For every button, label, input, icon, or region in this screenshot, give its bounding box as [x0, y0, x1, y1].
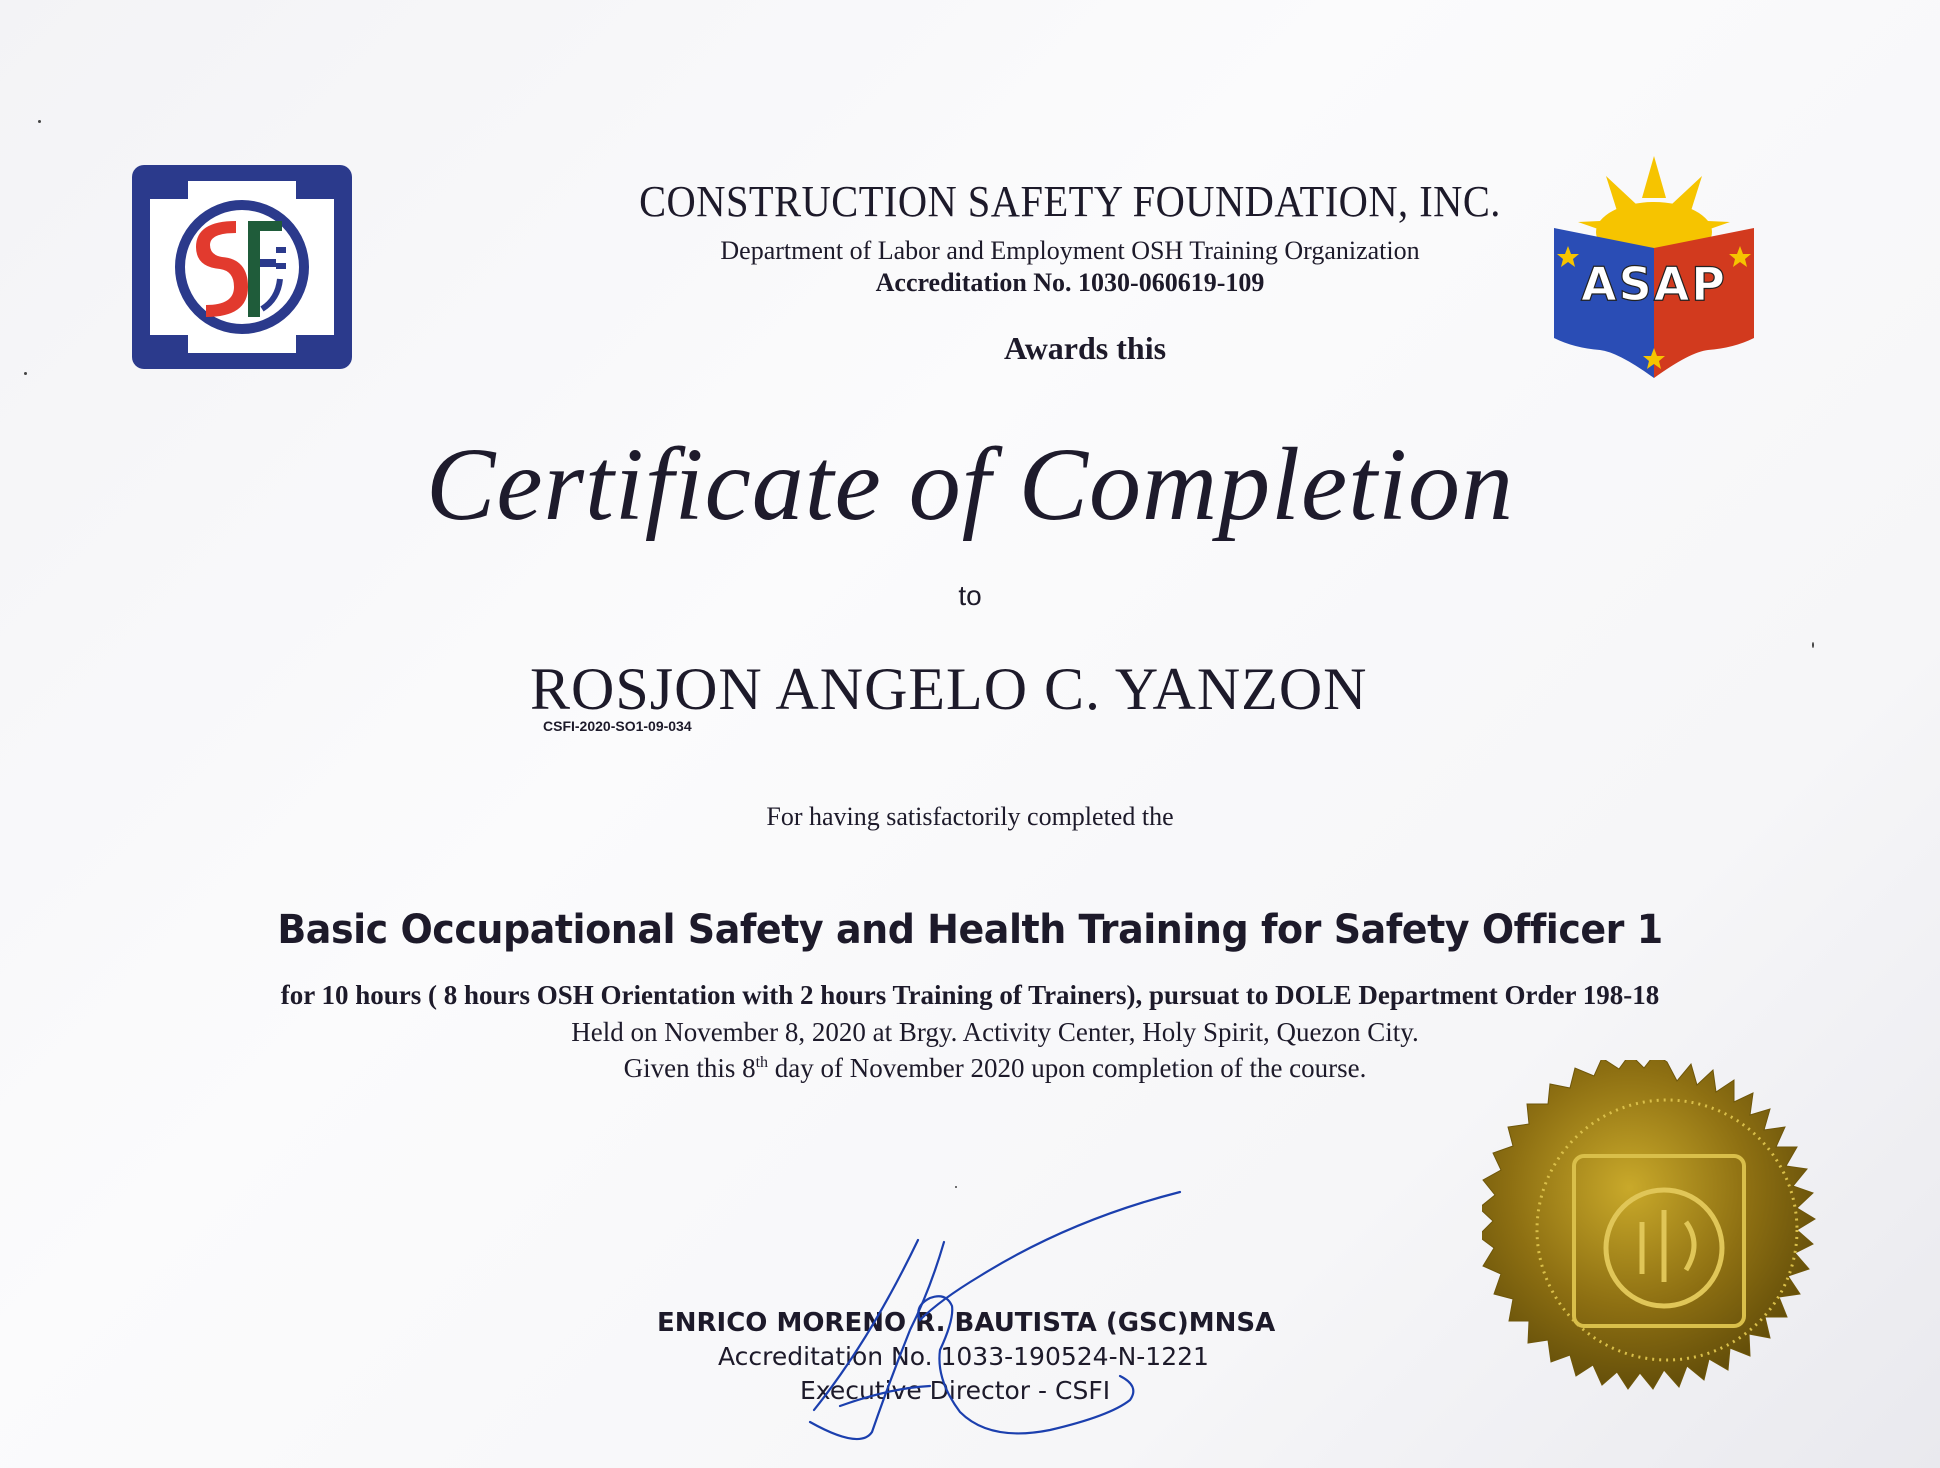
given-suffix: day of November 2020 upon completion of the course. [768, 1053, 1367, 1083]
certificate-number: CSFI-2020-SO1-09-034 [543, 718, 692, 734]
certificate-title: Certificate of Completion [425, 427, 1514, 542]
scan-speck [1812, 642, 1814, 648]
given-ordinal-suffix: th [755, 1054, 769, 1071]
held-line: Held on November 8, 2020 at Brgy. Activity Center, Holy Spirit, Quezon City. [571, 1017, 1419, 1047]
to-label: to [958, 580, 982, 611]
scan-speck [38, 120, 41, 123]
course-title: Basic Occupational Safety and Health Training for Safety Officer 1 [277, 907, 1663, 953]
scan-speck [24, 372, 27, 375]
signatory-accreditation: Accreditation No. 1033-190524-N-1221 [718, 1342, 1209, 1371]
organization-name: CONSTRUCTION SAFETY FOUNDATION, INC. [639, 177, 1501, 226]
recipient-name: ROSJON ANGELO C. YANZON [530, 656, 1368, 722]
given-prefix: Given this 8 [623, 1053, 756, 1083]
course-detail: for 10 hours ( 8 hours OSH Orientation with 2 hours Training of Trainers), pursuat to DOLE Department Order 198-18 [280, 980, 1660, 1010]
signatory-role: Executive Director - CSFI [800, 1376, 1111, 1405]
awards-this-label: Awards this [1003, 330, 1167, 366]
completed-label: For having satisfactorily completed the [766, 802, 1174, 831]
signatory-name: ENRICO MORENO R. BAUTISTA (GSC)MNSA [657, 1308, 1276, 1338]
organization-subtitle: Department of Labor and Employment OSH Training Organization [720, 236, 1420, 265]
gold-seal-icon [1482, 1060, 1852, 1430]
asap-logo-text: ASAP [1580, 257, 1728, 311]
signature-icon [740, 1180, 1200, 1460]
organization-accreditation: Accreditation No. 1030-060619-109 [875, 268, 1265, 297]
scan-speck [955, 1186, 957, 1188]
